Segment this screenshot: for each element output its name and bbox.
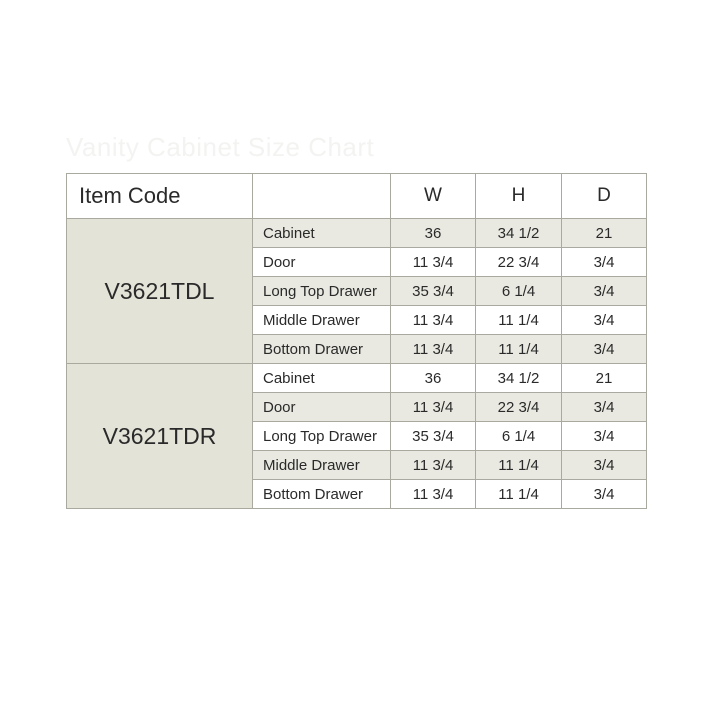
width-cell: 11 3/4 bbox=[391, 393, 476, 422]
height-cell: 11 1/4 bbox=[476, 306, 562, 335]
page-title: Vanity Cabinet Size Chart bbox=[66, 132, 375, 162]
cabinet-spec-table bbox=[66, 173, 647, 509]
part-name-cell: Long Top Drawer bbox=[253, 277, 391, 306]
width-cell: 35 3/4 bbox=[391, 277, 476, 306]
depth-cell: 3/4 bbox=[562, 277, 647, 306]
width-cell: 11 3/4 bbox=[391, 480, 476, 509]
depth-cell: 3/4 bbox=[562, 451, 647, 480]
depth-cell: 3/4 bbox=[562, 335, 647, 364]
depth-cell: 21 bbox=[562, 219, 647, 248]
table-header bbox=[67, 174, 647, 219]
width-cell: 36 bbox=[391, 219, 476, 248]
depth-cell: 3/4 bbox=[562, 422, 647, 451]
column-header-item-code: Item Code bbox=[67, 174, 253, 219]
column-header-height: H bbox=[476, 174, 562, 219]
width-cell: 11 3/4 bbox=[391, 306, 476, 335]
column-header-part bbox=[253, 174, 391, 219]
height-cell: 22 3/4 bbox=[476, 393, 562, 422]
part-name-cell: Door bbox=[253, 248, 391, 277]
height-cell: 22 3/4 bbox=[476, 248, 562, 277]
height-cell: 34 1/2 bbox=[476, 364, 562, 393]
part-name-cell: Cabinet bbox=[253, 364, 391, 393]
height-cell: 34 1/2 bbox=[476, 219, 562, 248]
part-name-cell: Bottom Drawer bbox=[253, 480, 391, 509]
depth-cell: 3/4 bbox=[562, 480, 647, 509]
part-name-cell: Middle Drawer bbox=[253, 451, 391, 480]
width-cell: 36 bbox=[391, 364, 476, 393]
table-header-row bbox=[67, 174, 647, 219]
height-cell: 11 1/4 bbox=[476, 451, 562, 480]
depth-cell: 3/4 bbox=[562, 248, 647, 277]
part-name-cell: Middle Drawer bbox=[253, 306, 391, 335]
width-cell: 35 3/4 bbox=[391, 422, 476, 451]
height-cell: 11 1/4 bbox=[476, 335, 562, 364]
height-cell: 11 1/4 bbox=[476, 480, 562, 509]
width-cell: 11 3/4 bbox=[391, 335, 476, 364]
table-body bbox=[67, 219, 647, 509]
width-cell: 11 3/4 bbox=[391, 451, 476, 480]
table-row bbox=[67, 364, 647, 393]
table-row bbox=[67, 219, 647, 248]
height-cell: 6 1/4 bbox=[476, 422, 562, 451]
depth-cell: 3/4 bbox=[562, 306, 647, 335]
column-header-depth: D bbox=[562, 174, 647, 219]
part-name-cell: Door bbox=[253, 393, 391, 422]
width-cell: 11 3/4 bbox=[391, 248, 476, 277]
depth-cell: 3/4 bbox=[562, 393, 647, 422]
depth-cell: 21 bbox=[562, 364, 647, 393]
item-code-cell: V3621TDL bbox=[67, 219, 253, 364]
part-name-cell: Cabinet bbox=[253, 219, 391, 248]
part-name-cell: Long Top Drawer bbox=[253, 422, 391, 451]
column-header-width: W bbox=[391, 174, 476, 219]
height-cell: 6 1/4 bbox=[476, 277, 562, 306]
item-code-cell: V3621TDR bbox=[67, 364, 253, 509]
part-name-cell: Bottom Drawer bbox=[253, 335, 391, 364]
